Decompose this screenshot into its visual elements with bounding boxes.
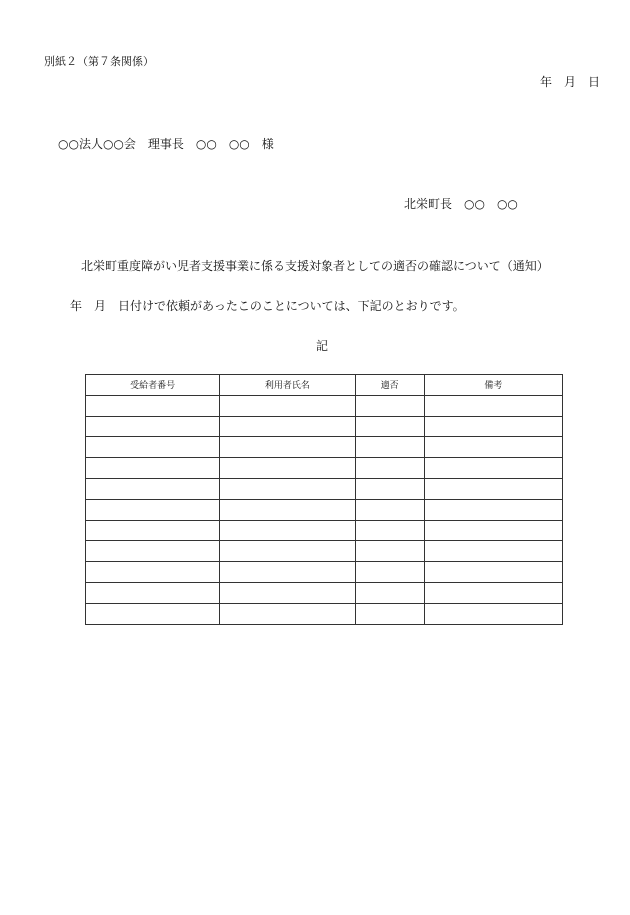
cell-recipient-number	[86, 499, 220, 520]
table-row	[86, 520, 563, 541]
table-row	[86, 416, 563, 437]
cell-remarks	[424, 499, 562, 520]
table-row	[86, 395, 563, 416]
table-row	[86, 499, 563, 520]
table-header-row	[86, 375, 563, 396]
cell-user-name	[220, 437, 355, 458]
table-row	[86, 562, 563, 583]
cell-eligibility	[355, 541, 424, 562]
cell-eligibility	[355, 520, 424, 541]
header-remarks: 備考	[424, 375, 562, 396]
cell-user-name	[220, 582, 355, 603]
cell-recipient-number	[86, 478, 220, 499]
cell-eligibility	[355, 582, 424, 603]
cell-recipient-number	[86, 562, 220, 583]
cell-eligibility	[355, 416, 424, 437]
date-line: 年 月 日	[540, 75, 601, 89]
cell-recipient-number	[86, 582, 220, 603]
cell-user-name	[220, 458, 355, 479]
cell-remarks	[424, 520, 562, 541]
cell-user-name	[220, 603, 355, 624]
cell-remarks	[424, 541, 562, 562]
table-row	[86, 458, 563, 479]
cell-user-name	[220, 562, 355, 583]
document-subject: 北栄町重度障がい児者支援事業に係る支援対象者としての適否の確認について（通知）	[81, 259, 549, 273]
cell-remarks	[424, 582, 562, 603]
cell-remarks	[424, 395, 562, 416]
cell-user-name	[220, 499, 355, 520]
cell-eligibility	[355, 562, 424, 583]
cell-eligibility	[355, 395, 424, 416]
recipient-line: ○○法人○○会 理事長 ○○ ○○ 様	[58, 137, 274, 151]
table-body	[86, 395, 563, 624]
cell-remarks	[424, 437, 562, 458]
cell-recipient-number	[86, 395, 220, 416]
table-row	[86, 603, 563, 624]
cell-eligibility	[355, 603, 424, 624]
cell-user-name	[220, 416, 355, 437]
table-row	[86, 541, 563, 562]
cell-recipient-number	[86, 520, 220, 541]
cell-recipient-number	[86, 437, 220, 458]
table-row	[86, 437, 563, 458]
cell-remarks	[424, 458, 562, 479]
cell-remarks	[424, 478, 562, 499]
cell-eligibility	[355, 499, 424, 520]
header-recipient-number: 受給者番号	[86, 375, 220, 396]
table-row	[86, 582, 563, 603]
cell-recipient-number	[86, 541, 220, 562]
cell-user-name	[220, 395, 355, 416]
table-row	[86, 478, 563, 499]
cell-recipient-number	[86, 416, 220, 437]
ki-label: 記	[316, 339, 329, 353]
cell-remarks	[424, 603, 562, 624]
cell-remarks	[424, 562, 562, 583]
cell-eligibility	[355, 478, 424, 499]
cell-eligibility	[355, 458, 424, 479]
cell-recipient-number	[86, 458, 220, 479]
annex-label: 別紙２（第７条関係）	[44, 55, 154, 68]
cell-user-name	[220, 541, 355, 562]
body-text: 年 月 日付けで依頼があったこのことについては、下記のとおりです。	[70, 299, 465, 313]
cell-user-name	[220, 520, 355, 541]
header-user-name: 利用者氏名	[220, 375, 355, 396]
cell-eligibility	[355, 437, 424, 458]
header-eligibility: 適否	[355, 375, 424, 396]
confirmation-table	[85, 374, 563, 625]
sender-line: 北栄町長 ○○ ○○	[404, 197, 518, 211]
cell-user-name	[220, 478, 355, 499]
cell-remarks	[424, 416, 562, 437]
cell-recipient-number	[86, 603, 220, 624]
